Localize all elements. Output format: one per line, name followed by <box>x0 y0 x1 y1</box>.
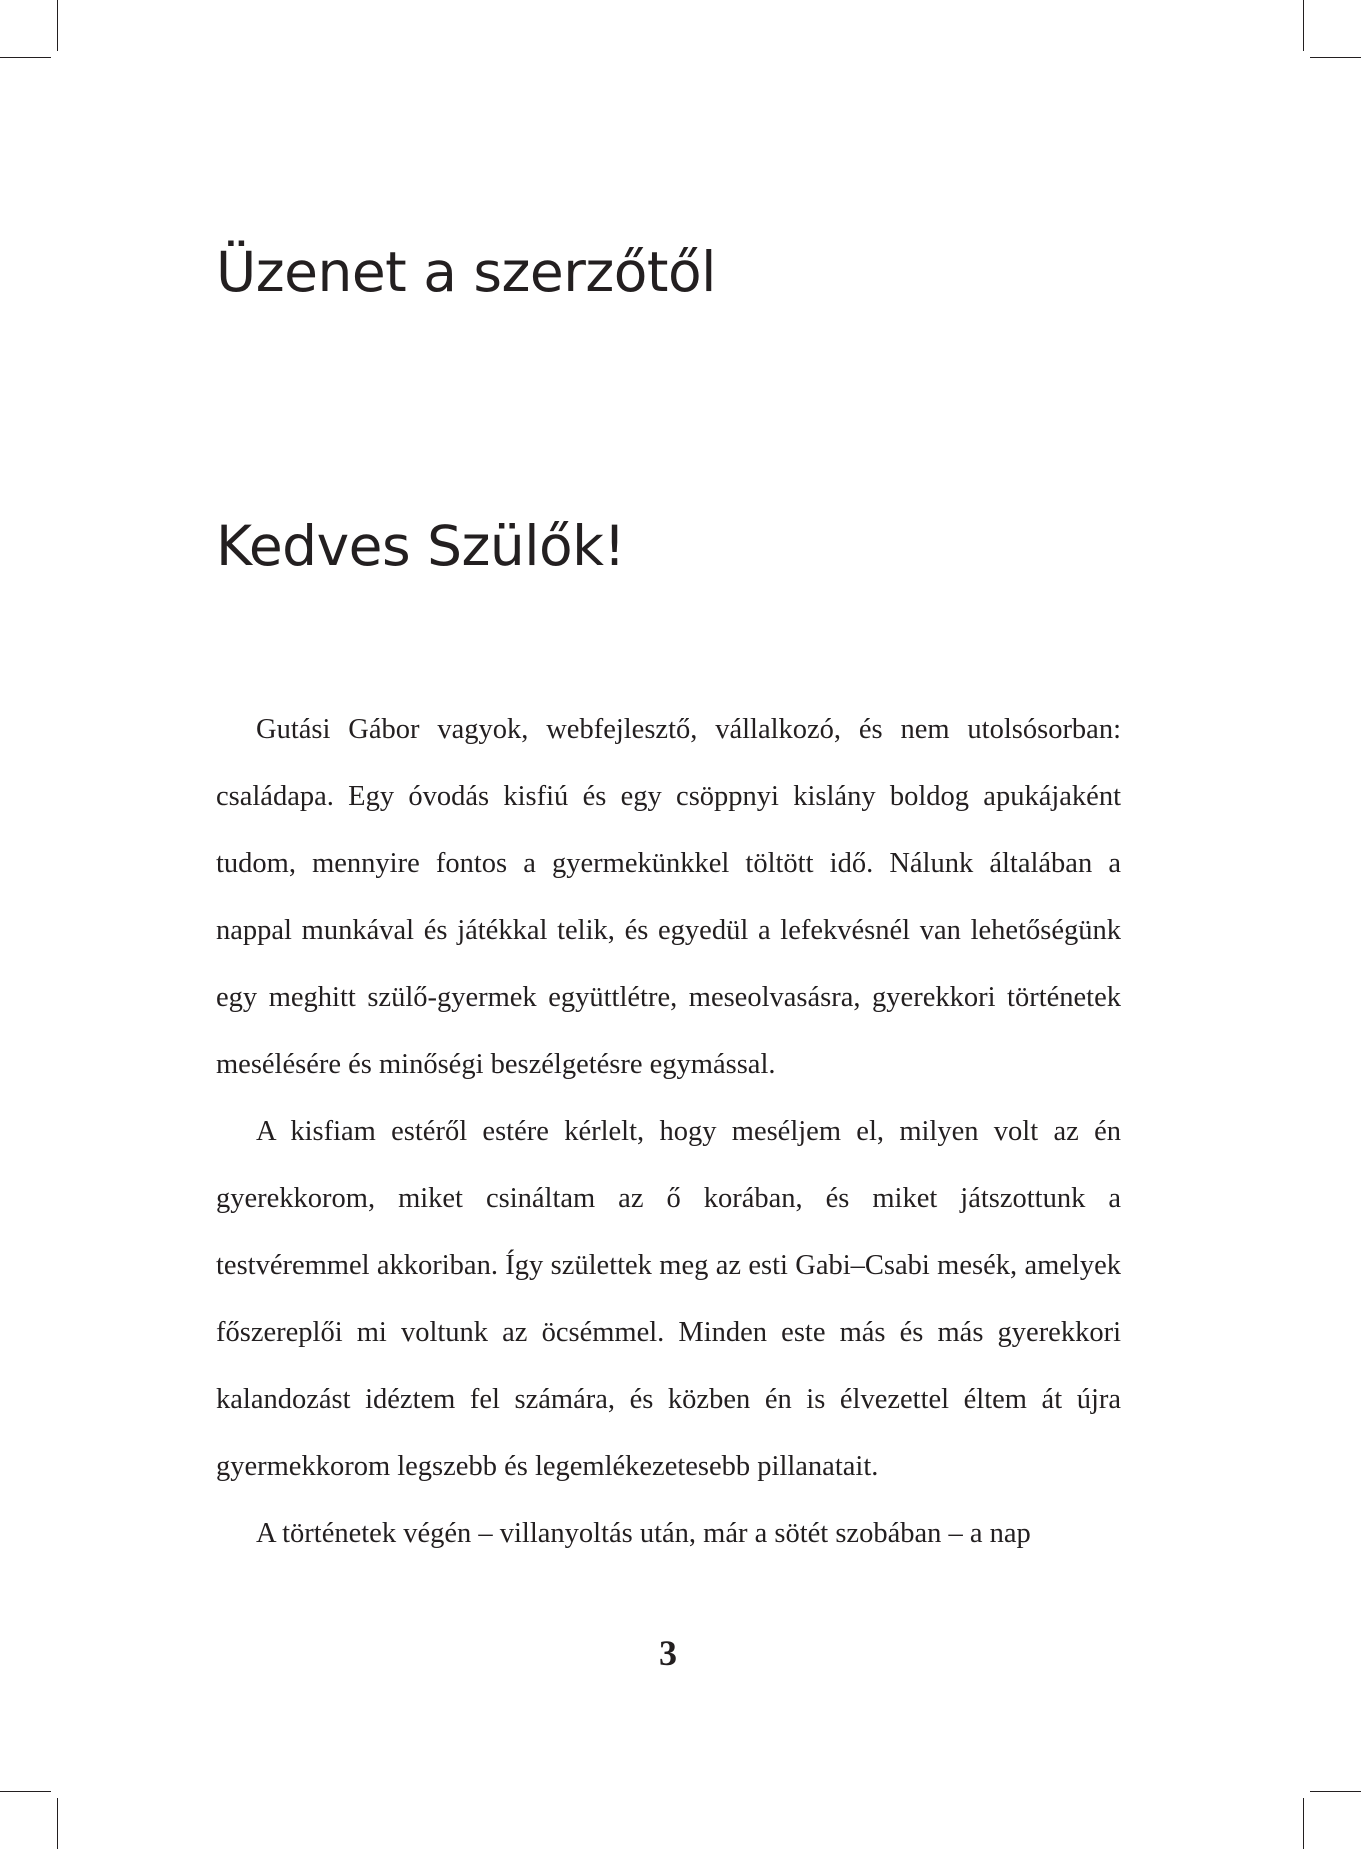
paragraph-3: A történetek végén – villanyoltás után, már a sötét szobában – a nap <box>256 1518 1031 1549</box>
paragraph-1: Gutási Gábor vagyok, webfejlesztő, vállalkozó, és nem utolsósorban: családapa. Egy óvodás kisfiú és egy csöppnyi kislány boldog apukájaként tudom, mennyire fontos a gyermekünkkel töltött idő. Nálunk általában a nappal munkával és játékkal telik, és egyedül a lefekvésnél van lehetőségünk egy meghitt szülő-gyermek együttlétre, meseolvasásra, gyerekkori történetek mesélésére és minőségi beszélgetésre egymással. <box>216 714 1121 1080</box>
page-title: Üzenet a szerzőtől <box>216 240 716 304</box>
crop-mark-top-left-horizontal <box>0 57 51 58</box>
page-number: 3 <box>659 1633 677 1673</box>
crop-mark-bottom-left-vertical <box>57 1798 58 1849</box>
crop-mark-top-right-horizontal <box>1310 57 1361 58</box>
paragraph-2: A kisfiam estéről estére kérlelt, hogy meséljem el, milyen volt az én gyerekkorom, miket csináltam az ő korában, és miket játszottunk a testvéremmel akkoriban. Így születtek meg az esti Gabi–Csabi mesék, amelyek főszereplői mi voltunk az öcsémmel. Minden este más és más gyerekkori kalandozást idéztem fel számára, és közben én is élvezettel éltem át újra gyermekkorom legszebb és legemlékezetesebb pillanatait. <box>216 1116 1121 1482</box>
crop-mark-bottom-right-horizontal <box>1310 1791 1361 1792</box>
crop-mark-top-left-vertical <box>57 0 58 51</box>
crop-mark-bottom-right-vertical <box>1303 1798 1304 1849</box>
crop-mark-top-right-vertical <box>1303 0 1304 51</box>
salutation-heading: Kedves Szülők! <box>216 514 626 578</box>
crop-mark-bottom-left-horizontal <box>0 1791 51 1792</box>
letter-body <box>216 696 1121 1567</box>
